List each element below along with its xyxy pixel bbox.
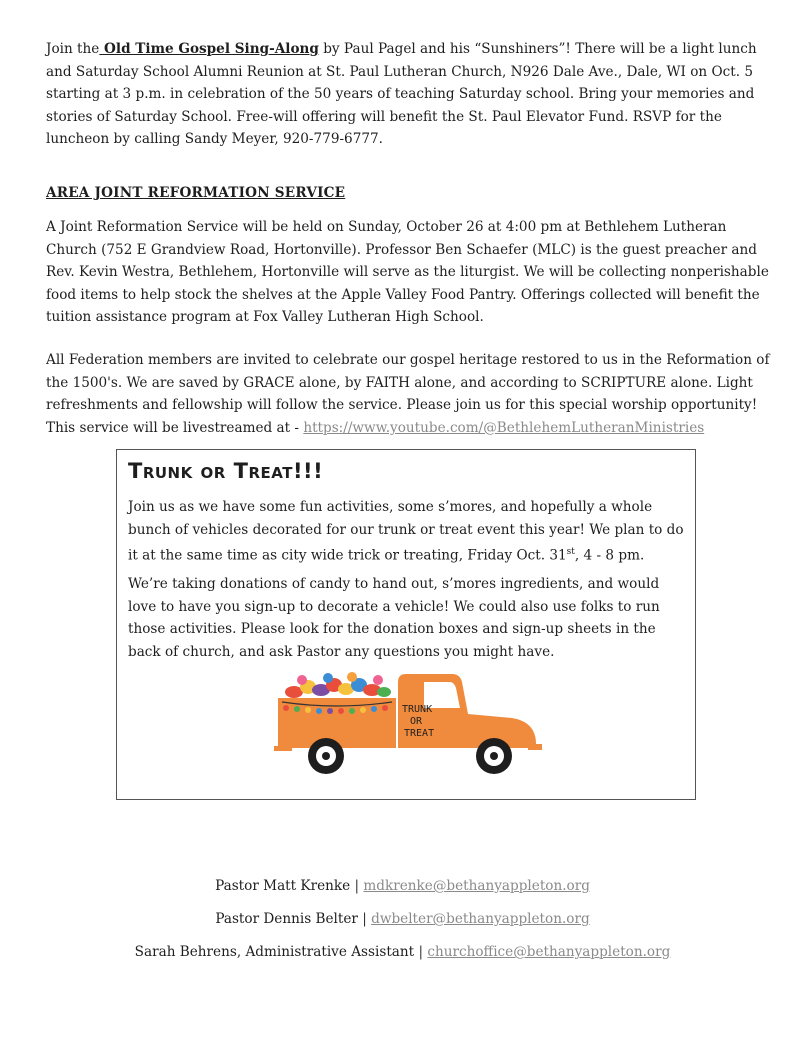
truck-text-treat: TREAT [404,728,435,739]
section-heading: AREA JOINT REFORMATION SERVICE [46,185,346,201]
rear-wheel [308,738,344,774]
trunk-paragraph-2: We’re taking donations of candy to hand out, s’mores ingredients, and would love to have you sign-up to decorate a vehicle! We could also use folks to run those activities. Please look for the donation boxes and sign-up sheets in the back of church, and ask Pastor any questions you might have. [128,576,660,660]
livestream-link[interactable]: https://www.youtube.com/@BethlehemLutheranMinistries [303,419,705,436]
front-wheel [476,738,512,774]
truck-illustration [274,668,544,788]
email-link[interactable]: mdkrenke@bethanyappleton.org [363,878,590,894]
footer-contact-1: Pastor Matt Krenke | mdkrenke@bethanyappleton.org [215,878,590,894]
email-link[interactable]: dwbelter@bethanyappleton.org [371,911,590,927]
trunk-or-treat-box [116,449,696,800]
candy-pile [285,672,391,698]
intro-paragraph: Join the Old Time Gospel Sing-Along by Paul Pagel and his “Sunshiners”! There will be a light lunch and Saturday School Alumni Reunion at St. Paul Lutheran Church, N926 Dale Ave., Dale, WI on Oct. 5 starting at 3 p.m. in celebration of the 50 years of teaching Saturday school. Bring your memories and stories of Saturday School. Free-will offering will benefit the St. Paul Elevator Fund. RSVP for the luncheon by calling Sandy Meyer, 920-779-6777. [46,41,757,148]
footer-contact-2: Pastor Dennis Belter | dwbelter@bethanyappleton.org [215,911,590,927]
footer-contact-3: Sarah Behrens, Administrative Assistant | churchoffice@bethanyappleton.org [134,944,671,960]
email-link[interactable]: churchoffice@bethanyappleton.org [427,944,671,960]
event-name: Old Time Gospel Sing-Along [99,41,319,57]
trunk-paragraph-1: Join us as we have some fun activities, some s’mores, and hopefully a whole bunch of vehicles decorated for our trunk or treat event this year! We plan to do it at the same time as city wide trick or treating, Friday Oct. 31st, 4 - 8 pm. [128,499,684,564]
federation-paragraph: All Federation members are invited to celebrate our gospel heritage restored to us in the Reformation of the 1500's. We are saved by GRACE alone, by FAITH alone, and according to SCRIPTURE alone. Light refreshments and fellowship will follow the service. Please join us for this special worship opportunity! This service will be livestreamed at - https://www.youtube.com/@BethlehemLutheranMinistries [46,352,770,436]
truck-text-trunk: TRUNK [402,704,433,715]
truck-text-or: OR [410,716,423,727]
trunk-or-treat-title: Trunk or Treat!!! [128,459,324,483]
reformation-paragraph: A Joint Reformation Service will be held on Sunday, October 26 at 4:00 pm at Bethlehem Lutheran Church (752 E Grandview Road, Hortonville). Professor Ben Schaefer (MLC) is the guest preacher and Rev. Kevin Westra, Bethlehem, Hortonville will serve as the liturgist. We will be collecting nonperishable food items to help stock the shelves at the Apple Valley Food Pantry. Offerings collected will benefit the tuition assistance program at Fox Valley Lutheran High School. [46,219,769,326]
